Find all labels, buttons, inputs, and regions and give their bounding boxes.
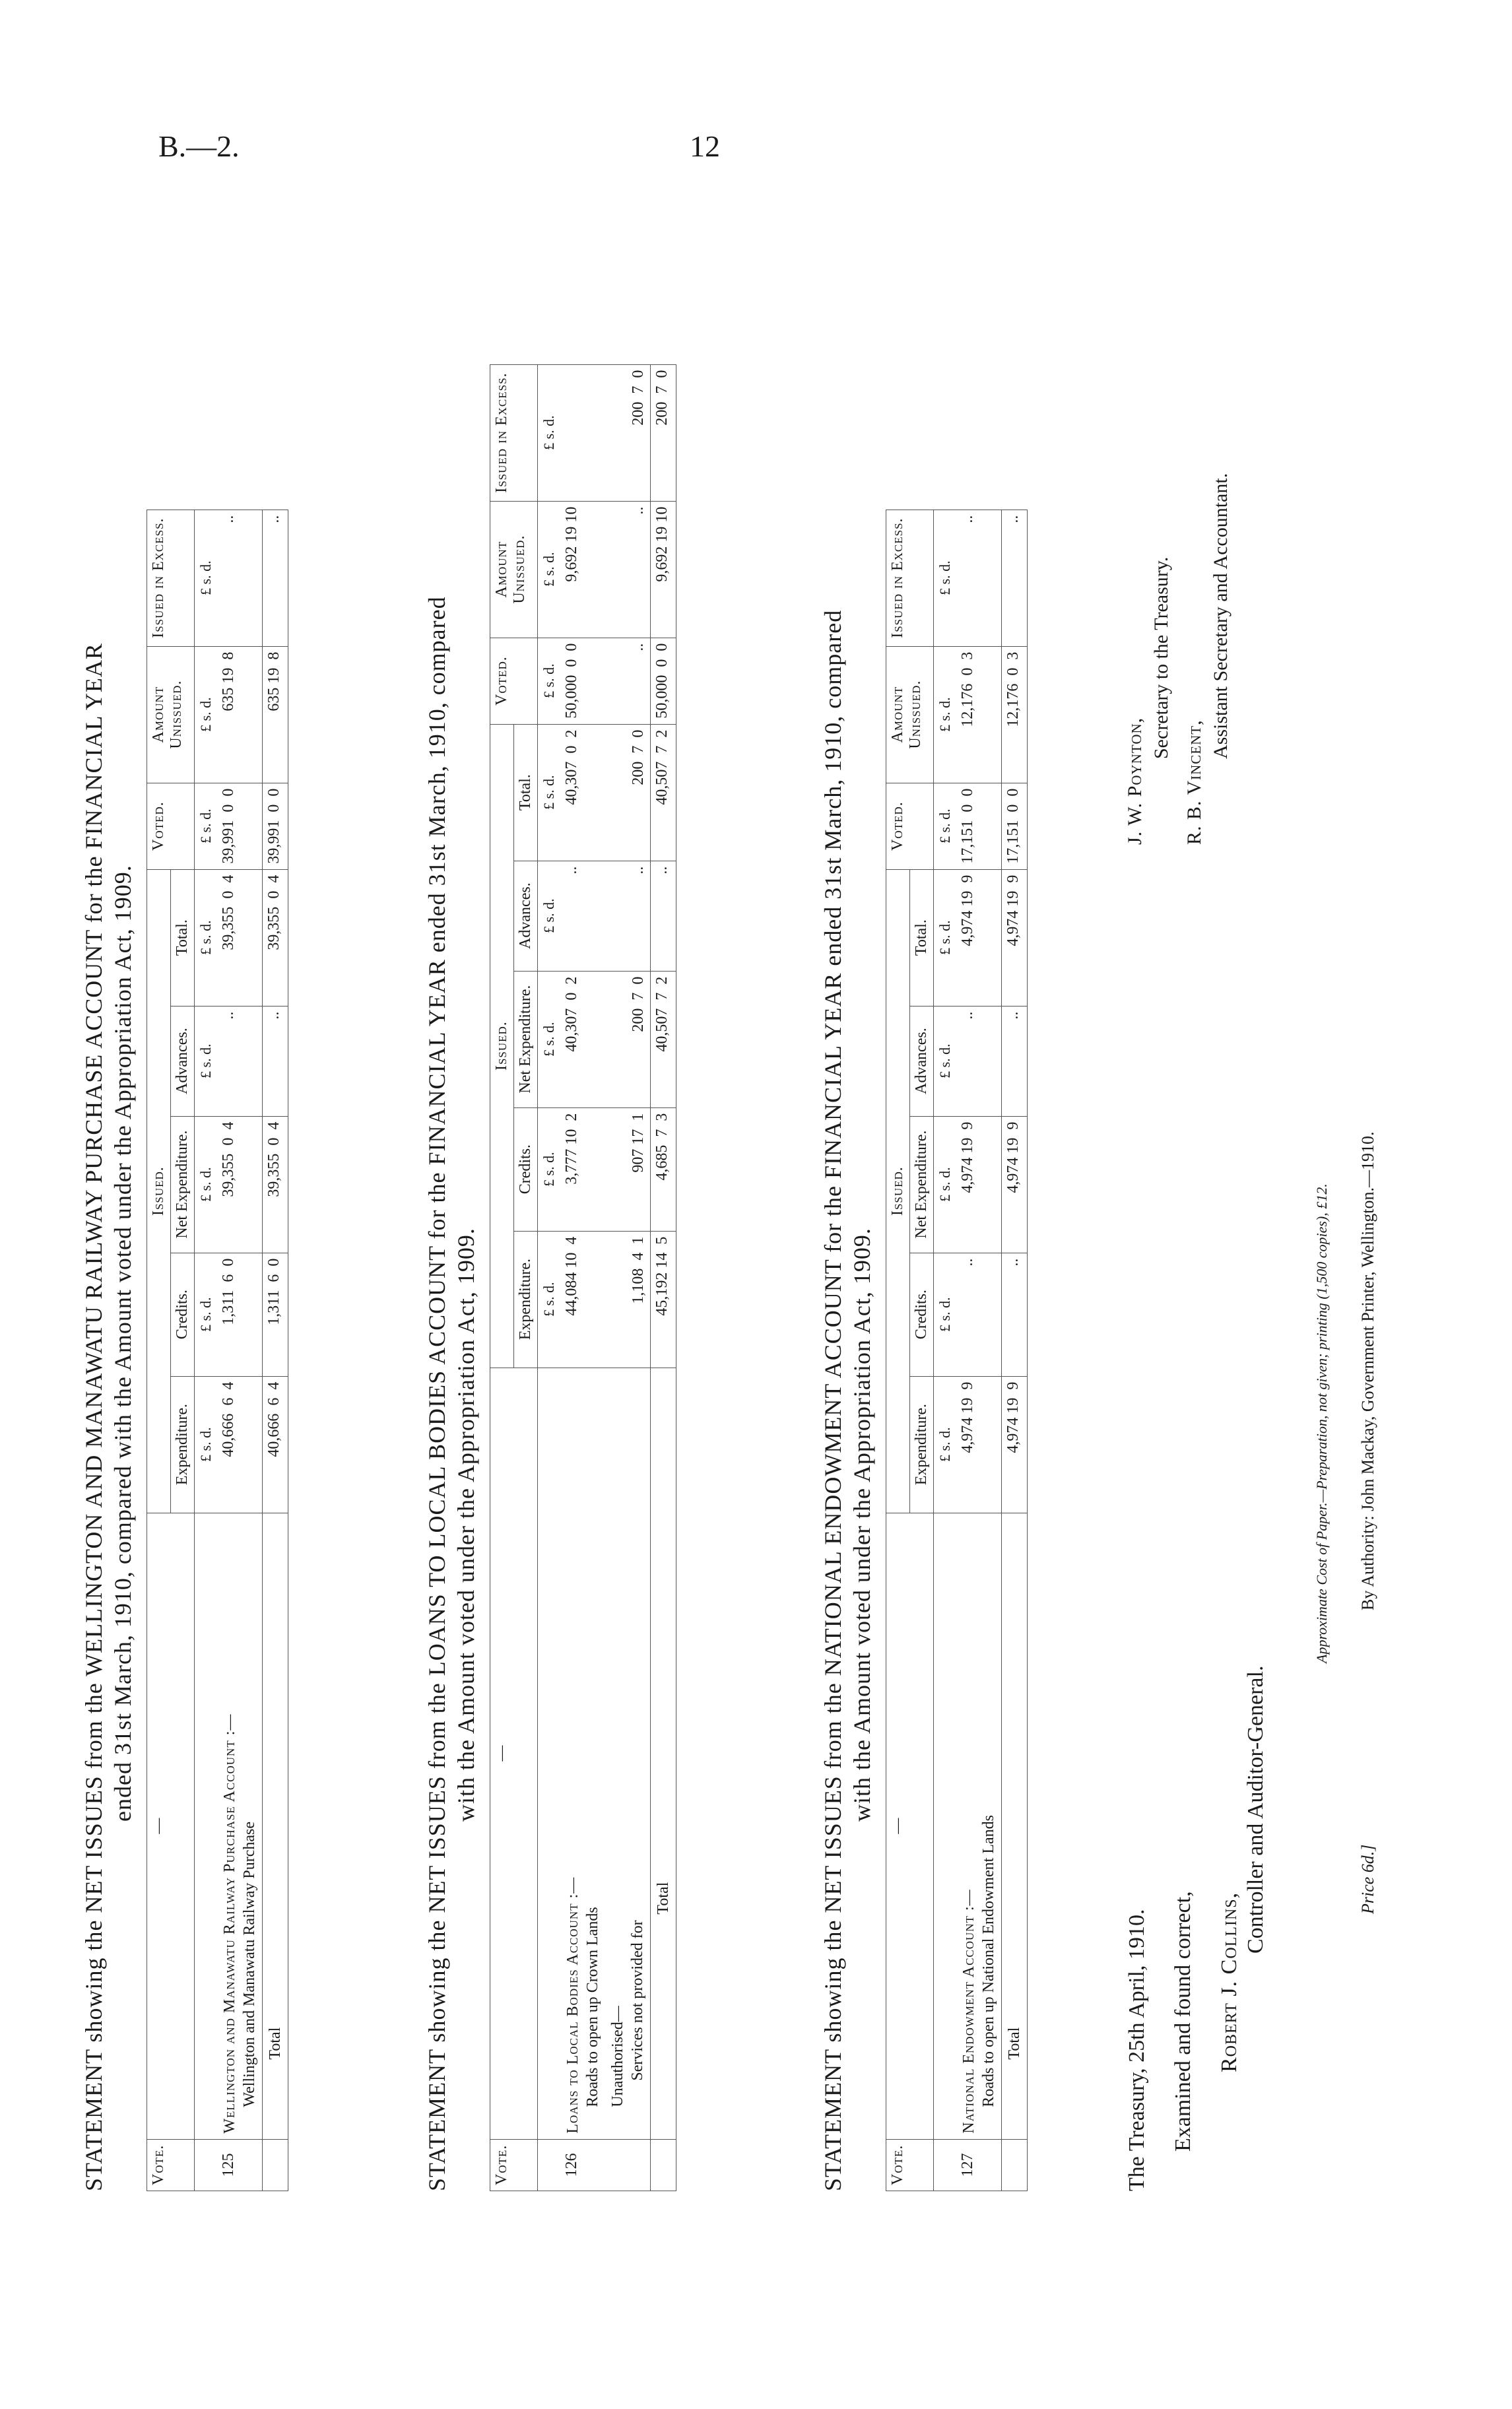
treasury-date: The Treasury, 25th April, 1910.: [1125, 1909, 1149, 2191]
statement-railway-purchase: [79, 178, 288, 2191]
statement-national-endowment: [818, 178, 1028, 2191]
rotated-content: [66, 178, 1419, 2191]
signatory-1-name: J. W. Poynton,: [1124, 717, 1146, 845]
approximate-cost: Approximate Cost of Paper.—Preparation, not given; printing (1,500 copies), £12.: [1313, 1183, 1330, 1663]
printing-authority: By Authority: John Mackay, Government Printer, Wellington.—1910.: [1358, 1131, 1377, 1610]
col-net-expenditure: Net Expenditure.: [171, 1116, 195, 1253]
statement-title: STATEMENT showing the NET ISSUES from the WELLINGTON AND MANAWATU RAILWAY PURCHASE ACCOUNT for the FINANCIAL YEAR: [81, 643, 107, 2191]
statement-subtitle: with the Amount voted under the Appropriation Act, 1909.: [849, 1228, 875, 1822]
col-advances: Advances.: [171, 1006, 195, 1116]
statement-title: STATEMENT showing the NET ISSUES from the NATIONAL ENDOWMENT ACCOUNT for the FINANCIAL YEAR ended 31st March, 1910, compared: [820, 609, 846, 2191]
statement-subtitle: with the Amount voted under the Appropriation Act, 1909.: [453, 1228, 479, 1822]
col-expenditure: Expenditure.: [171, 1376, 195, 1513]
statement-table: Vote. — Issued. Voted. Amount Unissued. Issued in Excess. Expenditure. Credits. Net Expenditure. Advances. Total. £ s. d. £ s. d. £ s. d. £ s. d. £ s. d. £ s. d. £ s. d. £ s. d. 127 National Endowment Account :— Roads to open up National Endowment Lands 4,974 19 9 .. 4,974 19 9 .. 4,974 19 9 17,151 0 0 12,176 0 3 .. Total 4,974 19 9 .. 4,974 19 9 .. 4,974 19 9 17,151 0 0 12,176 0 3 ..: [886, 510, 1028, 2191]
col-voted: Voted.: [147, 783, 195, 869]
table-row: 125 Wellington and Manawatu Railway Purchase Account :— Wellington and Manawatu Railway Purchase 40,666 6 4 1,311 6 0 39,355 0 4 .. 39,355 0 4 39,991 0 0 635 19 8 ..: [217, 510, 263, 2191]
col-unissued: Amount Unissued.: [147, 646, 195, 783]
document-reference: B.—2.: [158, 129, 240, 163]
vote-number: 125: [217, 2139, 263, 2191]
col-issued: Issued.: [147, 869, 171, 1513]
line-label: Wellington and Manawatu Railway Purchase: [241, 1821, 258, 2107]
statement-subtitle: ended 31st March, 1910, compared with the Amount voted under the Appropriation Act, 1909.: [110, 865, 136, 1822]
price: Price 6d.]: [1358, 1844, 1377, 1914]
account-heading: National Endowment Account :—: [960, 1889, 977, 2134]
table-total-row: Total 45,192 14 5 4,685 7 3 40,507 7 2 .. 40,507 7 2 50,000 0 0 9,692 19 10 200 7 0: [651, 364, 676, 2191]
signatory-1-title: Secretary to the Treasury.: [1150, 556, 1172, 759]
statement-loans-local-bodies: [422, 178, 676, 2191]
account-heading: Wellington and Manawatu Railway Purchase Account :—: [221, 1713, 238, 2134]
col-total: Total.: [171, 869, 195, 1006]
examined-statement: Examined and found correct,: [1171, 1891, 1195, 2152]
col-vote: Vote.: [147, 2139, 195, 2191]
statement-title: STATEMENT showing the NET ISSUES from the LOANS TO LOCAL BODIES ACCOUNT for the FINANCIAL YEAR ended 31st March, 1910, compared: [424, 596, 450, 2191]
auditor-title: Controller and Auditor-General.: [1243, 1665, 1268, 1954]
statement-table: Vote. — Issued. Voted. Amount Unissued. Issued in Excess. Expenditure. Credits. Net Expenditure. Advances. Total. £ s. d. £ s. d. £ s. d. £ s. d. £ s. d. £ s. d. £ s. d. £ s. d. 125 Wellington and Manawatu Railway Purchase Account :— Wellington and Manawatu Railway Purchase 40,666 6 4 1,311 6 0 39,355 0 4 .. 39,355 0 4 39,991 0 0 635 19 8 .. Total 40,666 6 4 1,311 6 0 39,355 0 4 .. 39,355 0 4 39,991 0 0 635 19 8 ..: [147, 510, 288, 2191]
col-excess: Issued in Excess.: [147, 510, 195, 646]
table-row: 126 Loans to Local Bodies Account :— Roads to open up Crown Lands 44,084 10 4 3,777 10 2 40,307 0 2 .. 40,307 0 2 50,000 0 0 9,692 19 10: [560, 364, 605, 2191]
page-number: 12: [690, 129, 720, 163]
table-total-row: Total 40,666 6 4 1,311 6 0 39,355 0 4 .. 39,355 0 4 39,991 0 0 635 19 8 ..: [263, 510, 288, 2191]
account-heading: Loans to Local Bodies Account :—: [564, 1876, 581, 2134]
table-row: 127 National Endowment Account :— Roads to open up National Endowment Lands 4,974 19 9 .. 4,974 19 9 .. 4,974 19 9 17,151 0 0 12,176 0 3 ..: [956, 510, 1002, 2191]
table-row: Unauthorised— Services not provided for 1,108 4 1 907 17 1 200 7 0 .. 200 7 0 .. .. 200 7 0: [605, 364, 651, 2191]
col-credits: Credits.: [171, 1253, 195, 1376]
signatory-2-name: R. B. Vincent,: [1183, 719, 1205, 845]
statement-table: Vote. — Issued. Voted. Amount Unissued. Issued in Excess. Expenditure. Credits. Net Expenditure. Advances. Total. £ s. d. £ s. d. £ s. d. £ s. d. £ s. d. £ s. d. £ s. d. £ s. d. 126 Loans to Local Bodies Account :— Roads to open up Crown Lands 44,084 10 4 3,777 10 2 40,307 0 2 .. 40,307 0 2 50,000 0 0 9,692 19 10 Unauthorised— Services not provided for 1,108 4 1 907 17 1 200 7 0 .. 200 7 0 .. .. 200 7 0 Total 45,192 14 5 4,685 7 3 40,507 7 2 .. 40,507 7 2 50,000 0 0 9,692 19 10 200 7 0: [490, 364, 676, 2191]
signatory-2-title: Assistant Secretary and Accountant.: [1210, 473, 1232, 759]
table-total-row: Total 4,974 19 9 .. 4,974 19 9 .. 4,974 19 9 17,151 0 0 12,176 0 3 ..: [1002, 510, 1028, 2191]
auditor-name: Robert J. Collins,: [1217, 1892, 1241, 2072]
